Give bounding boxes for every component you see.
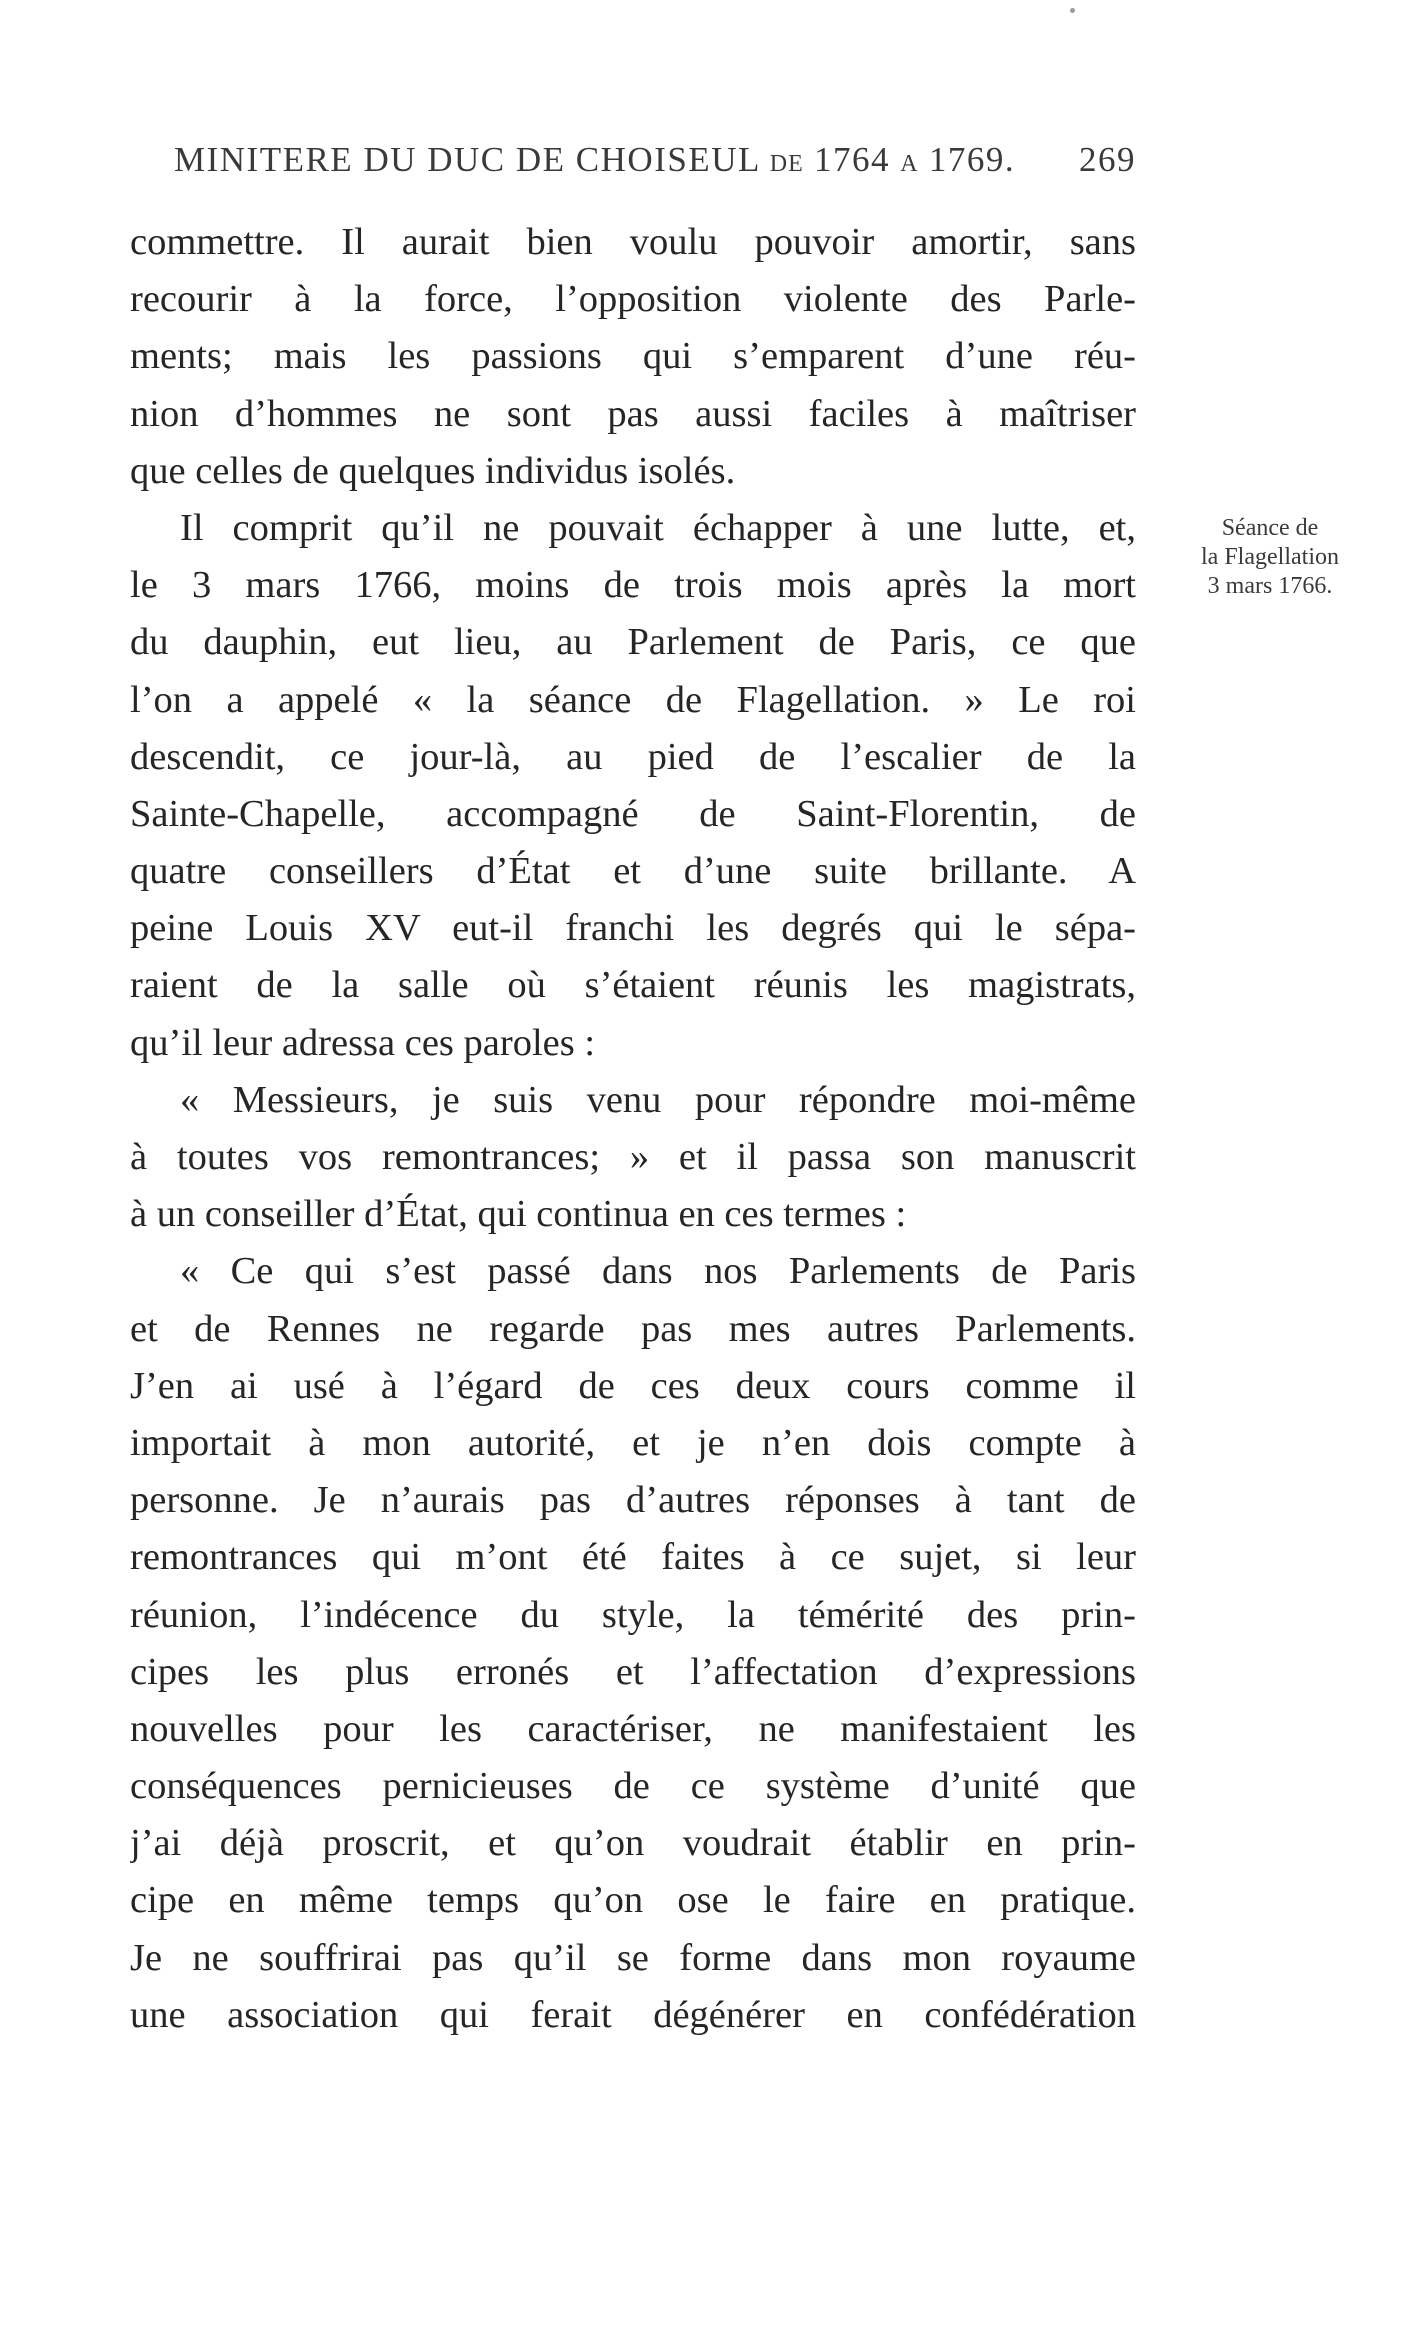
text-line: réunion, l’indécence du style, la témérité des prin- [130,1593,1136,1636]
text-line: à toutes vos remontrances; » et il passa son manuscrit [130,1136,1136,1178]
text-line: Je ne souffrirai pas qu’il se forme dans mon royaume [130,1936,1136,1979]
running-header [174,140,1136,190]
text-line: le 3 mars 1766, moins de trois mois après la mort [130,564,1136,607]
paper-speck [1070,8,1075,13]
text-line: J’en ai usé à l’égard de ces deux cours comme il [130,1364,1136,1407]
margin-note [1170,514,1370,601]
text-line: quatre conseillers d’État et d’une suite brillante. A [130,850,1136,893]
running-title: MINITERE DU DUC DE CHOISEUL DE 1764 A 1769. [174,140,1016,179]
text-line: peine Louis XV eut-il franchi les degrés qui le sépa- [130,907,1136,950]
text-line: « Ce qui s’est passé dans nos Parlements de Paris [180,1250,1136,1293]
text-line: qu’il leur adressa ces paroles : [130,1021,596,1064]
text-line: ments; mais les passions qui s’emparent d’une réu- [130,335,1136,378]
text-line: « Messieurs, je suis venu pour répondre moi-même [180,1078,1136,1121]
text-line: personne. Je n’aurais pas d’autres réponses à tant de [130,1479,1136,1522]
page-number: 269 [1079,140,1136,179]
text-line: nion d’hommes ne sont pas aussi faciles à maîtriser [130,392,1136,435]
text-line: raient de la salle où s’étaient réunis les magistrats, [130,964,1136,1007]
text-line: Sainte-Chapelle, accompagné de Saint-Florentin, de [130,792,1136,835]
text-line: que celles de quelques individus isolés. [130,449,736,492]
text-line: l’on a appelé « la séance de Flagellation. » Le roi [130,678,1136,721]
body-text [130,214,1136,2044]
text-line: j’ai déjà proscrit, et qu’on voudrait établir en prin- [130,1822,1136,1865]
text-line: cipes les plus erronés et l’affectation d’expressions [130,1650,1136,1693]
margin-note-line: 3 mars 1766. [1207,573,1333,599]
text-line: remontrances qui m’ont été faites à ce sujet, si leur [130,1536,1136,1579]
margin-note-line: la Flagellation [1201,544,1339,570]
text-line: Il comprit qu’il ne pouvait échapper à une lutte, et, [180,506,1136,549]
text-line: cipe en même temps qu’on ose le faire en pratique. [130,1879,1136,1922]
text-line: nouvelles pour les caractériser, ne manifestaient les [130,1707,1136,1750]
text-line: commettre. Il aurait bien voulu pouvoir amortir, sans [130,221,1136,263]
text-line: du dauphin, eut lieu, au Parlement de Paris, ce que [130,621,1136,664]
text-line: une association qui ferait dégénérer en confédération [130,1993,1136,2036]
text-line: et de Rennes ne regarde pas mes autres Parlements. [130,1307,1136,1350]
text-line: conséquences pernicieuses de ce système d’unité que [130,1765,1136,1808]
text-line: importait à mon autorité, et je n’en dois compte à [130,1421,1136,1464]
text-line: recourir à la force, l’opposition violente des Parle- [130,278,1136,321]
text-line: à un conseiller d’État, qui continua en ces termes : [130,1193,907,1236]
margin-note-line: Séance de [1221,515,1319,541]
text-line: descendit, ce jour-là, au pied de l’escalier de la [130,735,1136,778]
